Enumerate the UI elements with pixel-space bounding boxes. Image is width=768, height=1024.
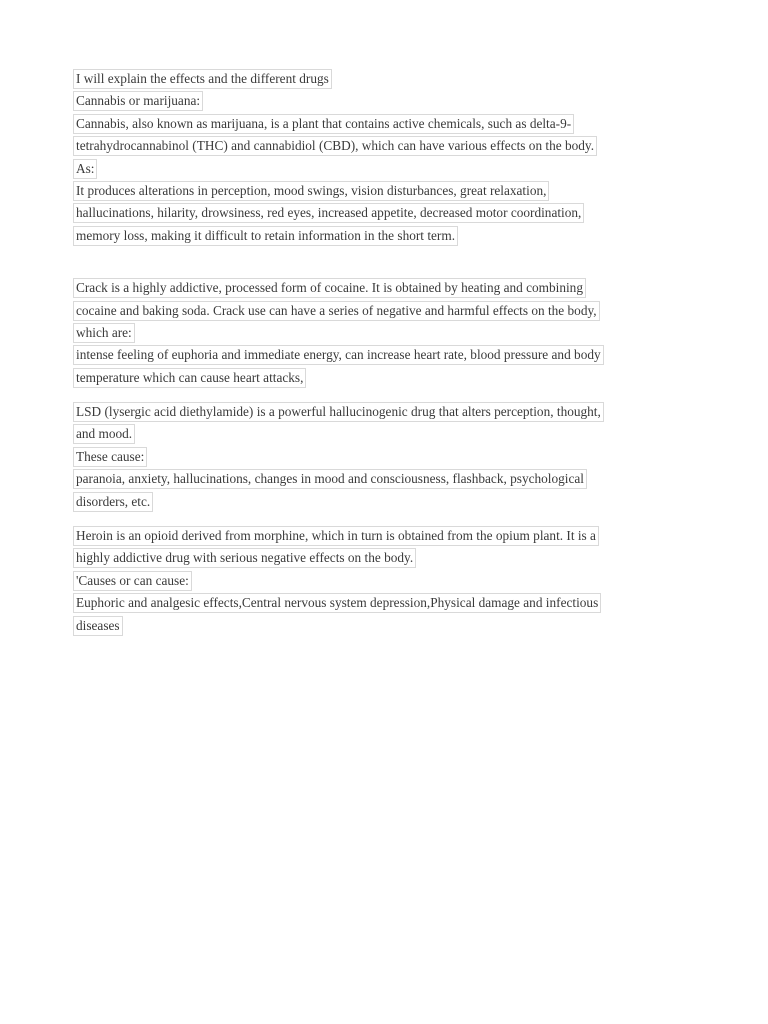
text-line: Cannabis, also known as marijuana, is a plant that contains active chemicals, such as delta-9- — [73, 114, 574, 134]
paragraph-gap — [73, 390, 703, 402]
text-line: These cause: — [73, 447, 147, 467]
text-line: 'Causes or can cause: — [73, 571, 192, 591]
text-line: disorders, etc. — [73, 492, 153, 512]
text-line: LSD (lysergic acid diethylamide) is a powerful hallucinogenic drug that alters perception, thought, — [73, 402, 604, 422]
text-line: I will explain the effects and the different drugs — [73, 69, 332, 89]
text-line: and mood. — [73, 424, 135, 444]
text-line: cocaine and baking soda. Crack use can have a series of negative and harmful effects on the body, — [73, 301, 600, 321]
text-line: Cannabis or marijuana: — [73, 91, 203, 111]
text-line: temperature which can cause heart attacks, — [73, 368, 306, 388]
text-line: As: — [73, 159, 97, 179]
paragraph-gap — [73, 248, 703, 278]
section-heroin — [73, 526, 703, 636]
text-line: Heroin is an opioid derived from morphine, which in turn is obtained from the opium plant. It is a — [73, 526, 599, 546]
text-line: It produces alterations in perception, mood swings, vision disturbances, great relaxation, — [73, 181, 549, 201]
text-line: intense feeling of euphoria and immediate energy, can increase heart rate, blood pressure and body — [73, 345, 604, 365]
text-line: which are: — [73, 323, 135, 343]
text-line: paranoia, anxiety, hallucinations, changes in mood and consciousness, flashback, psychological — [73, 469, 587, 489]
text-line: Euphoric and analgesic effects,Central nervous system depression,Physical damage and infectious — [73, 593, 601, 613]
document-page — [73, 69, 703, 638]
paragraph-gap — [73, 514, 703, 526]
section-crack — [73, 278, 703, 388]
section-cannabis — [73, 69, 703, 246]
text-line: Crack is a highly addictive, processed form of cocaine. It is obtained by heating and combining — [73, 278, 586, 298]
text-line: tetrahydrocannabinol (THC) and cannabidiol (CBD), which can have various effects on the body. — [73, 136, 597, 156]
text-line: highly addictive drug with serious negative effects on the body. — [73, 548, 416, 568]
text-line: memory loss, making it difficult to retain information in the short term. — [73, 226, 458, 246]
section-lsd — [73, 402, 703, 512]
text-line: diseases — [73, 616, 123, 636]
text-line: hallucinations, hilarity, drowsiness, red eyes, increased appetite, decreased motor coordination, — [73, 203, 584, 223]
